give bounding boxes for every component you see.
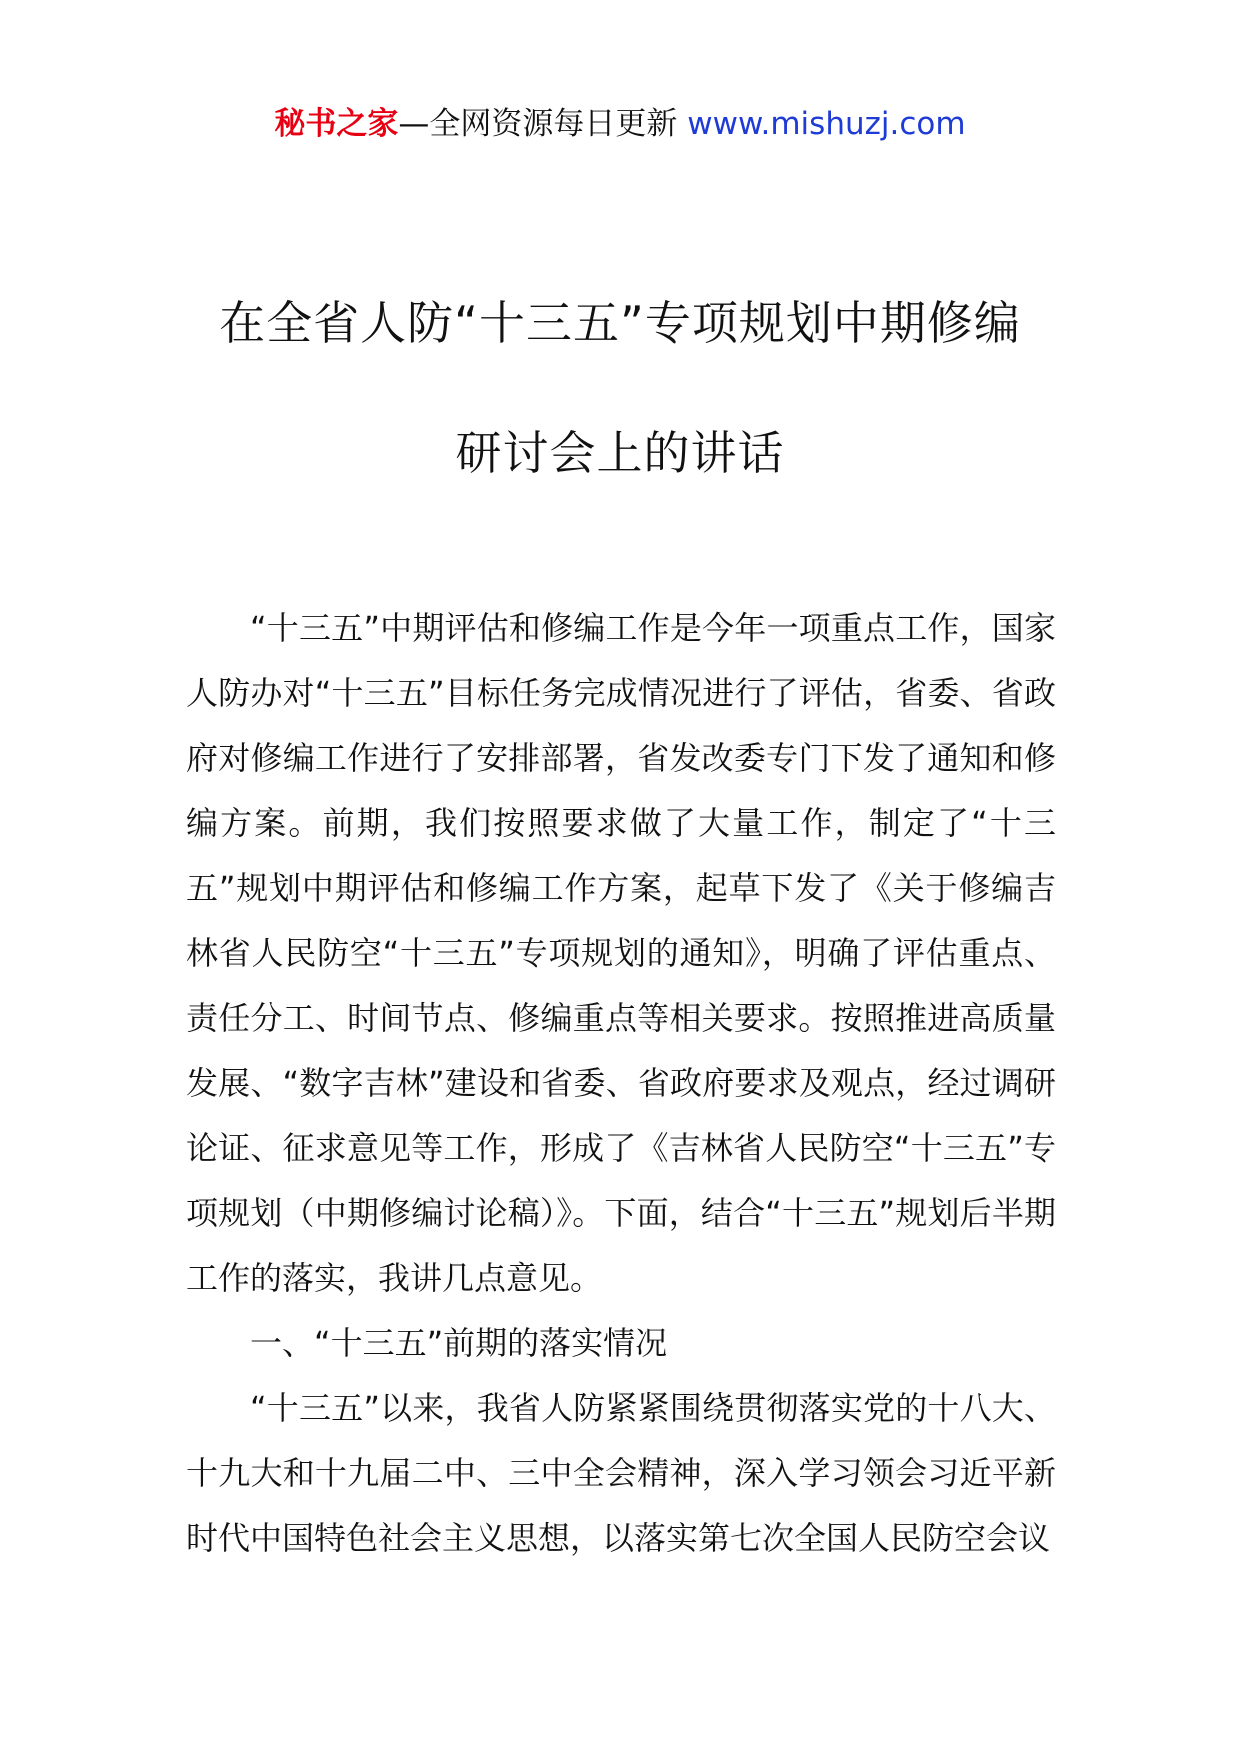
body-paragraph-2: “十三五”以来，我省人防紧紧围绕贯彻落实党的十八大、十九大和十九届二中、三中全会精神，深入学习领会习近平新时代中国特色社会主义思想，以落实第七次全国人民防空会议	[186, 1389, 1056, 1557]
site-header	[0, 102, 1240, 146]
document-title	[160, 258, 1080, 518]
document-body	[186, 596, 1056, 1571]
section-heading-1: 一、“十三五”前期的落实情况	[250, 1324, 668, 1362]
title-line-2: 研讨会上的讲话	[455, 426, 785, 480]
site-url-link[interactable]: www.mishuzj.com	[687, 106, 966, 142]
header-tagline: —全网资源每日更新	[398, 106, 678, 142]
brand-name: 秘书之家	[274, 106, 399, 142]
body-paragraph-1: “十三五”中期评估和修编工作是今年一项重点工作，国家人防办对“十三五”目标任务完成情况进行了评估，省委、省政府对修编工作进行了安排部署，省发改委专门下发了通知和修编方案。前期，我们按照要求做了大量工作，制定了“十三五”规划中期评估和修编工作方案，起草下发了《关于修编吉林省人民防空“十三五”专项规划的通知》，明确了评估重点、责任分工、时间节点、修编重点等相关要求。按照推进高质量发展、“数字吉林”建设和省委、省政府要求及观点，经过调研论证、征求意见等工作，形成了《吉林省人民防空“十三五”专项规划（中期修编讨论稿）》。下面，结合“十三五”规划后半期工作的落实，我讲几点意见。	[186, 609, 1056, 1297]
title-line-1: 在全省人防“十三五”专项规划中期修编	[219, 296, 1021, 350]
